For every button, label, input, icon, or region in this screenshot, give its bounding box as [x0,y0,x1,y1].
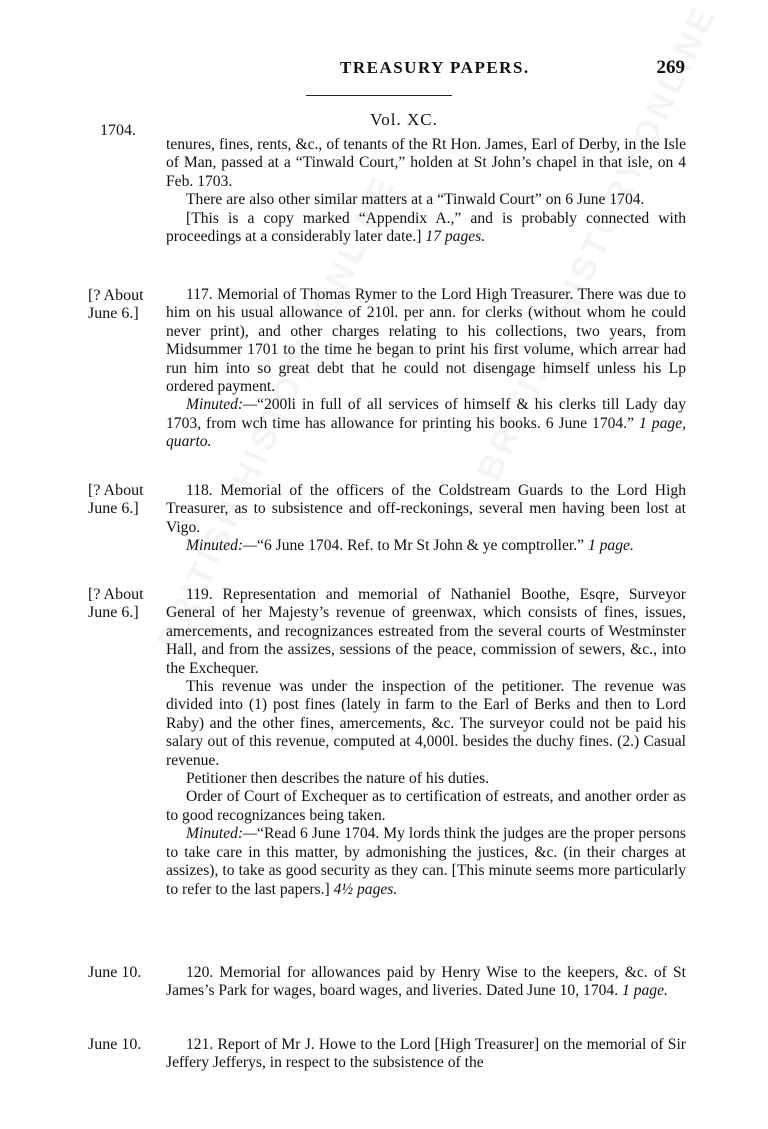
minuted-label: Minuted:— [186,537,258,555]
entry-paragraph: [This is a copy marked “Appendix A.,” and is probably connected with proceedings at a considerably later date.] [166,209,686,246]
entry-paragraph: Order of Court of Exchequer as to certification of estreats, and another order as to good recognizances being taken. [166,788,686,824]
entry-date: June 10. [88,964,142,981]
entry-paragraph: 120. Memorial for allowances paid by Henry Wise to the keepers, &c. of St James’s Park for wages, board wages, and liveries. Dated June 10, 1704. [166,964,686,1000]
margin-year: 1704. [100,122,136,139]
entry-date [88,586,168,622]
entry-paragraph: 121. Report of Mr J. Howe to the Lord [High Treasurer] on the memorial of Sir Jeffery Jefferys, in respect to the subsistence of the [166,1036,686,1072]
entry-119 [166,586,686,899]
entry-paragraph: There are also other similar matters at a “Tinwald Court” on 6 June 1704. [186,191,645,209]
minute-text: “Read 6 June 1704. My lords think the judges are the proper persons to take care in this matter, by admonishing the justices, &c. (in their charges at assizes), to take as good security as they can. [This minute seems more particularly to refer to the last papers.] [166,825,686,898]
page-count: 17 pages. [425,228,486,246]
page-count: 1 page, quarto. [166,414,687,451]
entry-paragraph: 118. Memorial of the officers of the Coldstream Guards to the Lord High Treasurer, as to subsistence and off-reckonings, several men having been lost at Vigo. [166,482,686,536]
running-title: TREASURY PAPERS. [340,58,530,77]
minuted-label: Minuted:— [186,396,258,414]
entry-date-line: [? About [88,586,144,603]
entry-paragraph: tenures, fines, rents, &c., of tenants of the Rt Hon. James, Earl of Derby, in the Isle of Man, passed at a “Tinwald Court,” holden at St John’s chapel in that isle, on 4 Feb. 1703. [166,136,686,190]
entry-date-line: [? About [88,482,144,499]
entry-date [88,287,168,323]
entry-date-line: June 6.] [88,604,139,621]
entry-continuation [166,136,686,246]
entry-date: June 10. [88,1036,142,1053]
entry-date-line: June 6.] [88,305,139,322]
page-number: 269 [656,57,685,78]
entry-date-line: [? About [88,287,144,304]
entry-date-line: June 6.] [88,500,139,517]
entry-paragraph: 117. Memorial of Thomas Rymer to the Lord High Treasurer. There was due to him on his usual allowance of 210l. per ann. for clerks (without whom he could never print), and other charges relating to his collections, two years, from Midsummer 1701 to the time he began to print his first volume, which arrear had run him into so great debt that he could not disengage himself unless his Lp ordered payment. [166,286,686,396]
entry-120 [166,964,686,1001]
volume-heading: Vol. XC. [370,110,438,129]
header-rule [306,95,452,96]
minuted-label: Minuted:— [186,825,258,843]
page-count: 4½ pages. [333,880,398,898]
entry-date [88,482,168,518]
page-header [340,58,685,84]
entry-paragraph: Petitioner then describes the nature of his duties. [186,770,490,788]
entry-paragraph: This revenue was under the inspection of the petitioner. The revenue was divided into (1) post fines (lately in farm to the Earl of Berks and then to Lord Raby) and the other fines, amercements, &c. The surveyor could not be paid his salary out of this revenue, computed at 4,000l. besides the duchy fines. (2.) Casual revenue. [166,678,686,769]
minute-text: “6 June 1704. Ref. to Mr St John & ye comptroller.” [257,537,585,555]
entry-paragraph: 119. Representation and memorial of Nathaniel Boothe, Esqre, Surveyor General of her Majesty’s revenue of greenwax, which consists of fines, issues, amercements, and recognizances estreated from the several courts of Westminster Hall, and from the assizes, sessions of the peace, commission of sewers, &c., into the Exchequer. [166,586,686,677]
page-count: 1 page. [587,537,634,555]
page-count: 1 page. [622,982,668,1000]
entry-117 [166,286,686,452]
minute-text: “200li in full of all services of himself & his clerks till Lady day 1703, from wch time has allowance for printing his books. 6 June 1704.” [166,396,686,432]
entry-121 [166,1036,686,1073]
entry-118 [166,482,686,556]
